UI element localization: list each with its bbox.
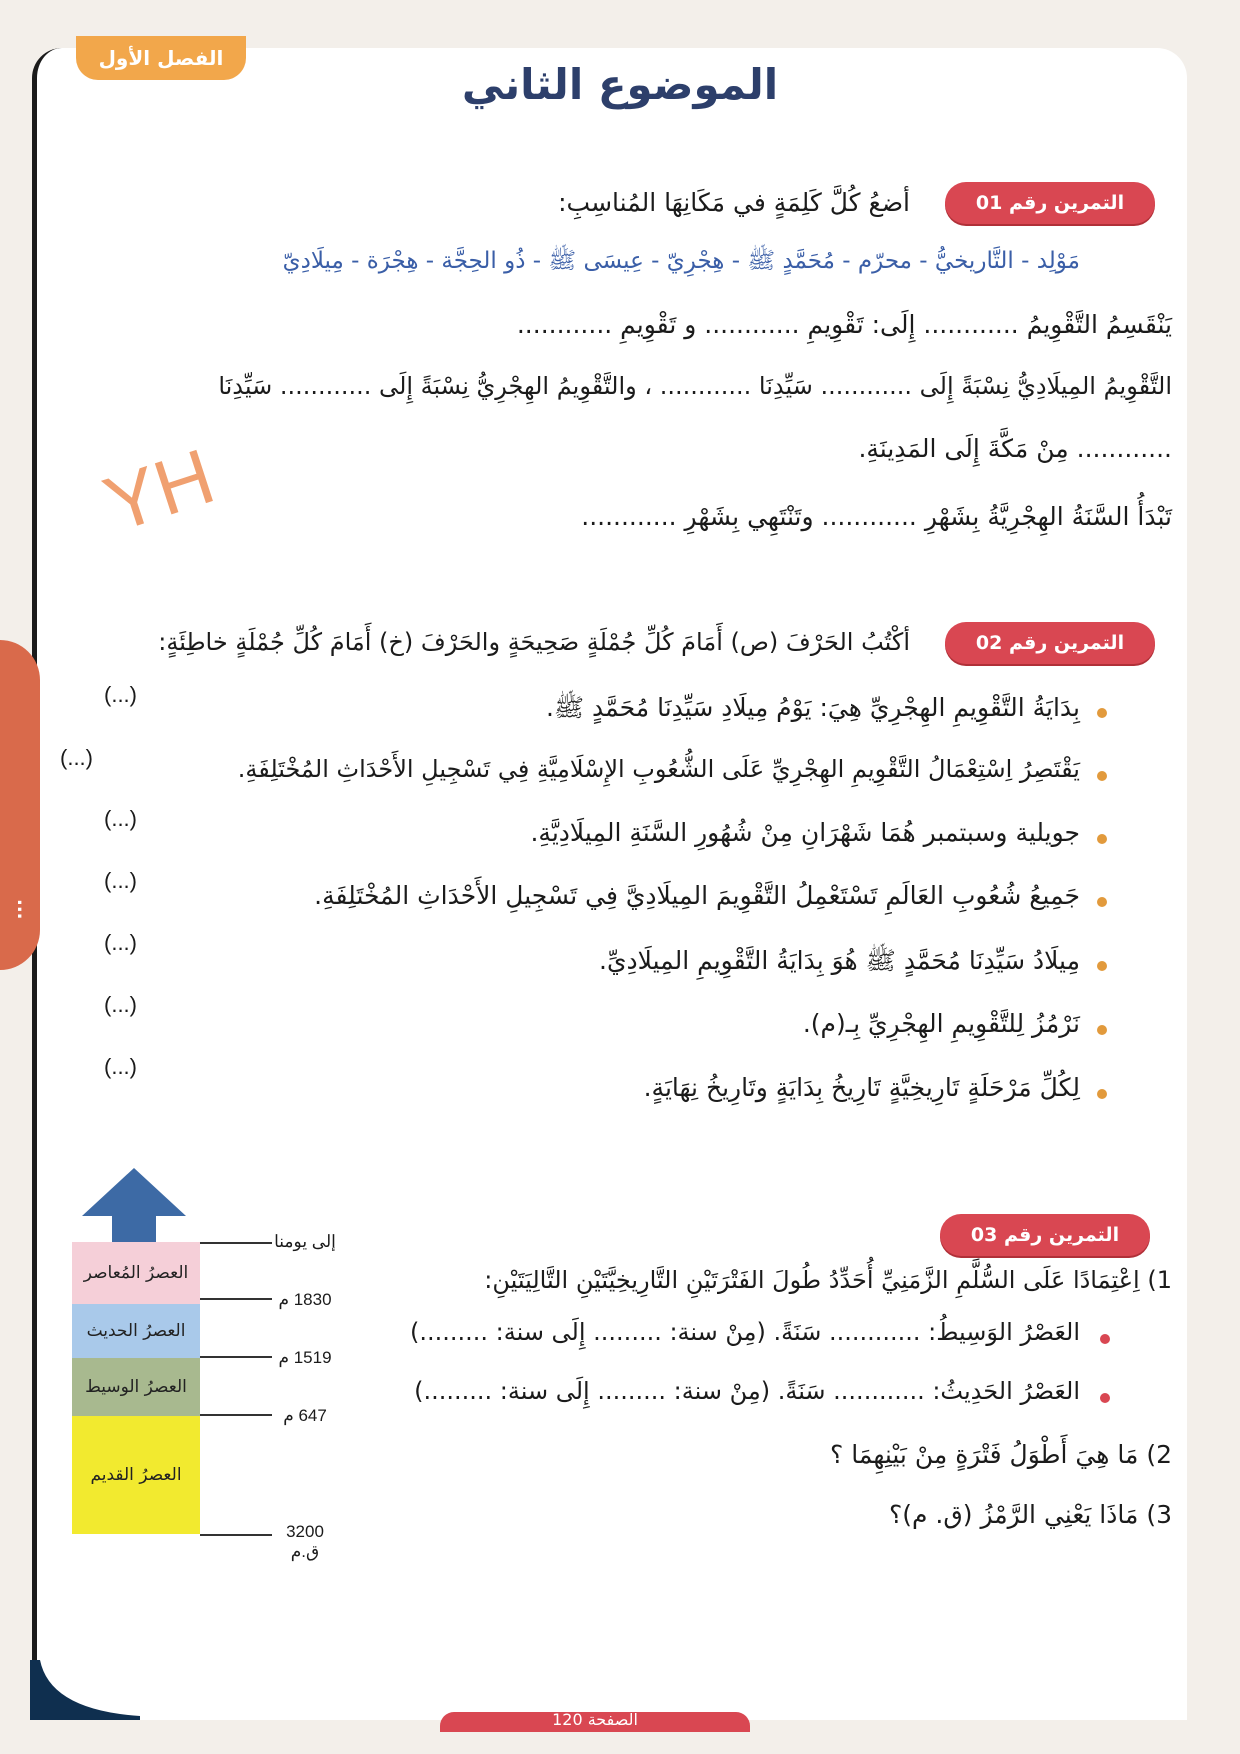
chapter-tag: الفصل الأول [76,36,246,80]
exercise-1-line-4: تَبْدَأُ السَّنَةُ الهِجْرِيَّةُ بِشَهْرِ ............ وتَنْتَهِي بِشَهْرِ ............ [581,502,1172,531]
answer-slot-2: (...) [60,745,93,770]
timeline-tick [200,1534,272,1536]
era-middle-ages: العصرُ الوسيط [72,1358,200,1416]
timeline-label-1830: 1830 م [278,1290,332,1309]
arrow-up-icon [82,1168,186,1216]
bullet [1097,1025,1107,1035]
bullet [1097,708,1107,718]
era-ancient: العصرُ القديم [72,1416,200,1534]
exercise-3-middle-ages: العَصْرُ الوَسِيطُ: ............ سَنَةً. (مِنْ سنة: ......... إِلَى سنة: .........) [409,1318,1080,1346]
answer-slot-3: (...) [104,806,137,831]
exercise-2-instruction: أكْتُبُ الحَرْفَ (ص) أَمَامَ كُلِّ جُمْلَةٍ صَحِيحَةٍ والحَرْفَ (خ) أَمَامَ كُلِّ جُمْلَةٍ خاطِئَةٍ: [158,628,910,656]
exercise-2-item-4: جَمِيعُ شُعُوبِ العَالَمِ تَسْتَعْمِلُ التَّقْوِيمَ المِيلَادِيَّ فِي تَسْجِيلِ الأَحْدَاثِ المُخْتَلِفَةِ. [314,881,1080,910]
exercise-3-modern-age: العَصْرُ الحَدِيثُ: ............ سَنَةً. (مِنْ سنة: ......... إِلَى سنة: .........) [414,1377,1080,1405]
page-number: الصفحة 120 [552,1710,638,1729]
answer-slot-7: (...) [104,1054,137,1079]
bullet [1097,961,1107,971]
timeline-tick [200,1298,272,1300]
timeline-label-647: 647 م [283,1406,327,1425]
bullet [1100,1393,1110,1403]
answer-slot-6: (...) [104,992,137,1017]
exercise-2-item-6: نَرْمُزُ لِلتَّقْوِيمِ الهِجْرِيِّ بِـ(م). [802,1009,1080,1038]
exercise-2-item-1: بِدَايَةُ التَّقْوِيمِ الهِجْرِيِّ هِيَ: يَوْمُ مِيلَادِ سَيِّدِنَا مُحَمَّدٍ ﷺ. [545,693,1080,722]
exercise-3-question-1: 1) اِعْتِمَادًا عَلَى السُّلَّمِ الزَّمَنِيِّ أُحَدِّدُ طُولَ الفَتْرَتَيْنِ التَّارِيخِيَّتَيْنِ التَّالِيَتَيْنِ: [484,1266,1172,1294]
exercise-3-question-3: 3) مَاذَا يَعْنِي الرَّمْزُ (ق. م)؟ [888,1500,1172,1529]
era-modern: العصرُ الحديث [72,1304,200,1358]
exercise-2-item-5: مِيلَادُ سَيِّدِنَا مُحَمَّدٍ ﷺ هُوَ بِدَايَةُ التَّقْوِيمِ المِيلَادِيِّ. [599,946,1080,975]
timeline-tick [200,1242,272,1244]
page-curl-decoration [30,1660,150,1720]
era-contemporary: العصرُ المُعاصر [72,1242,200,1304]
exercise-2-item-3: جويلية وسبتمبر هُمَا شَهْرَانِ مِنْ شُهُورِ السَّنَةِ المِيلَادِيَّةِ. [530,818,1080,847]
bullet [1100,1334,1110,1344]
timeline-label-today: إلى يومنا [274,1232,336,1251]
exercise-1-line-2: التَّقْوِيمُ المِيلَادِيُّ نِسْبَةً إِلَى ............ سَيِّدِنَا ............ ، والتَّقْوِيمُ الهِجْرِيُّ نِسْبَةً إِلَى ............ سَيِّدِنَا [218,372,1172,400]
bullet [1097,834,1107,844]
exercise-1-badge: التمرين رقم 01 [945,182,1155,224]
exercise-2-item-7: لِكُلِّ مَرْحَلَةٍ تَارِيخِيَّةٍ تَارِيخُ بِدَايَةٍ وتَارِيخُ نِهَايَةٍ. [643,1073,1080,1102]
timeline-tick [200,1414,272,1416]
exercise-3-badge: التمرين رقم 03 [940,1214,1150,1256]
timeline-tick [200,1356,272,1358]
watermark: YH [93,431,225,549]
exercise-2-item-2: يَقْتَصِرُ اِسْتِعْمَالُ التَّقْوِيمِ الهِجْرِيِّ عَلَى الشُّعُوبِ الإِسْلَامِيَّةِ فِي تَسْجِيلِ الأَحْدَاثِ المُخْتَلِفَةِ. [237,755,1080,783]
page-title: الموضوع الثاني [461,60,779,109]
answer-slot-1: (...) [104,682,137,707]
exercise-1-word-bank: مَوْلِد - التَّاريخيُّ - محرّم - مُحَمَّدٍ ﷺ - هِجْرِيّ - عِيسَى ﷺ - ذُو الحِجَّة - هِجْرَة - مِيلَادِيّ [282,248,1080,274]
exercise-2-badge: التمرين رقم 02 [945,622,1155,664]
bullet [1097,771,1107,781]
side-tab-text: ... [13,899,34,920]
exercise-1-line-1: يَنْقَسِمُ التَّقْوِيمُ ............ إِلَى: تَقْوِيمِ ............ و تَقْوِيمِ ............ [516,310,1172,339]
timeline-label-3200bc: 3200 ق.م [286,1522,324,1561]
answer-slot-4: (...) [104,868,137,893]
timeline-label-1519: 1519 م [278,1348,332,1367]
arrow-shaft [112,1214,156,1242]
exercise-1-line-3: ............ مِنْ مَكَّةَ إِلَى المَدِينَةِ. [858,434,1172,463]
bullet [1097,897,1107,907]
exercise-3-question-2: 2) مَا هِيَ أَطْوَلُ فَتْرَةٍ مِنْ بَيْنِهِمَا ؟ [830,1440,1172,1469]
exercise-1-instruction: أضعُ كُلَّ كَلِمَةٍ في مَكَانِهَا المُناسِبِ: [558,188,910,217]
bullet [1097,1089,1107,1099]
answer-slot-5: (...) [104,930,137,955]
